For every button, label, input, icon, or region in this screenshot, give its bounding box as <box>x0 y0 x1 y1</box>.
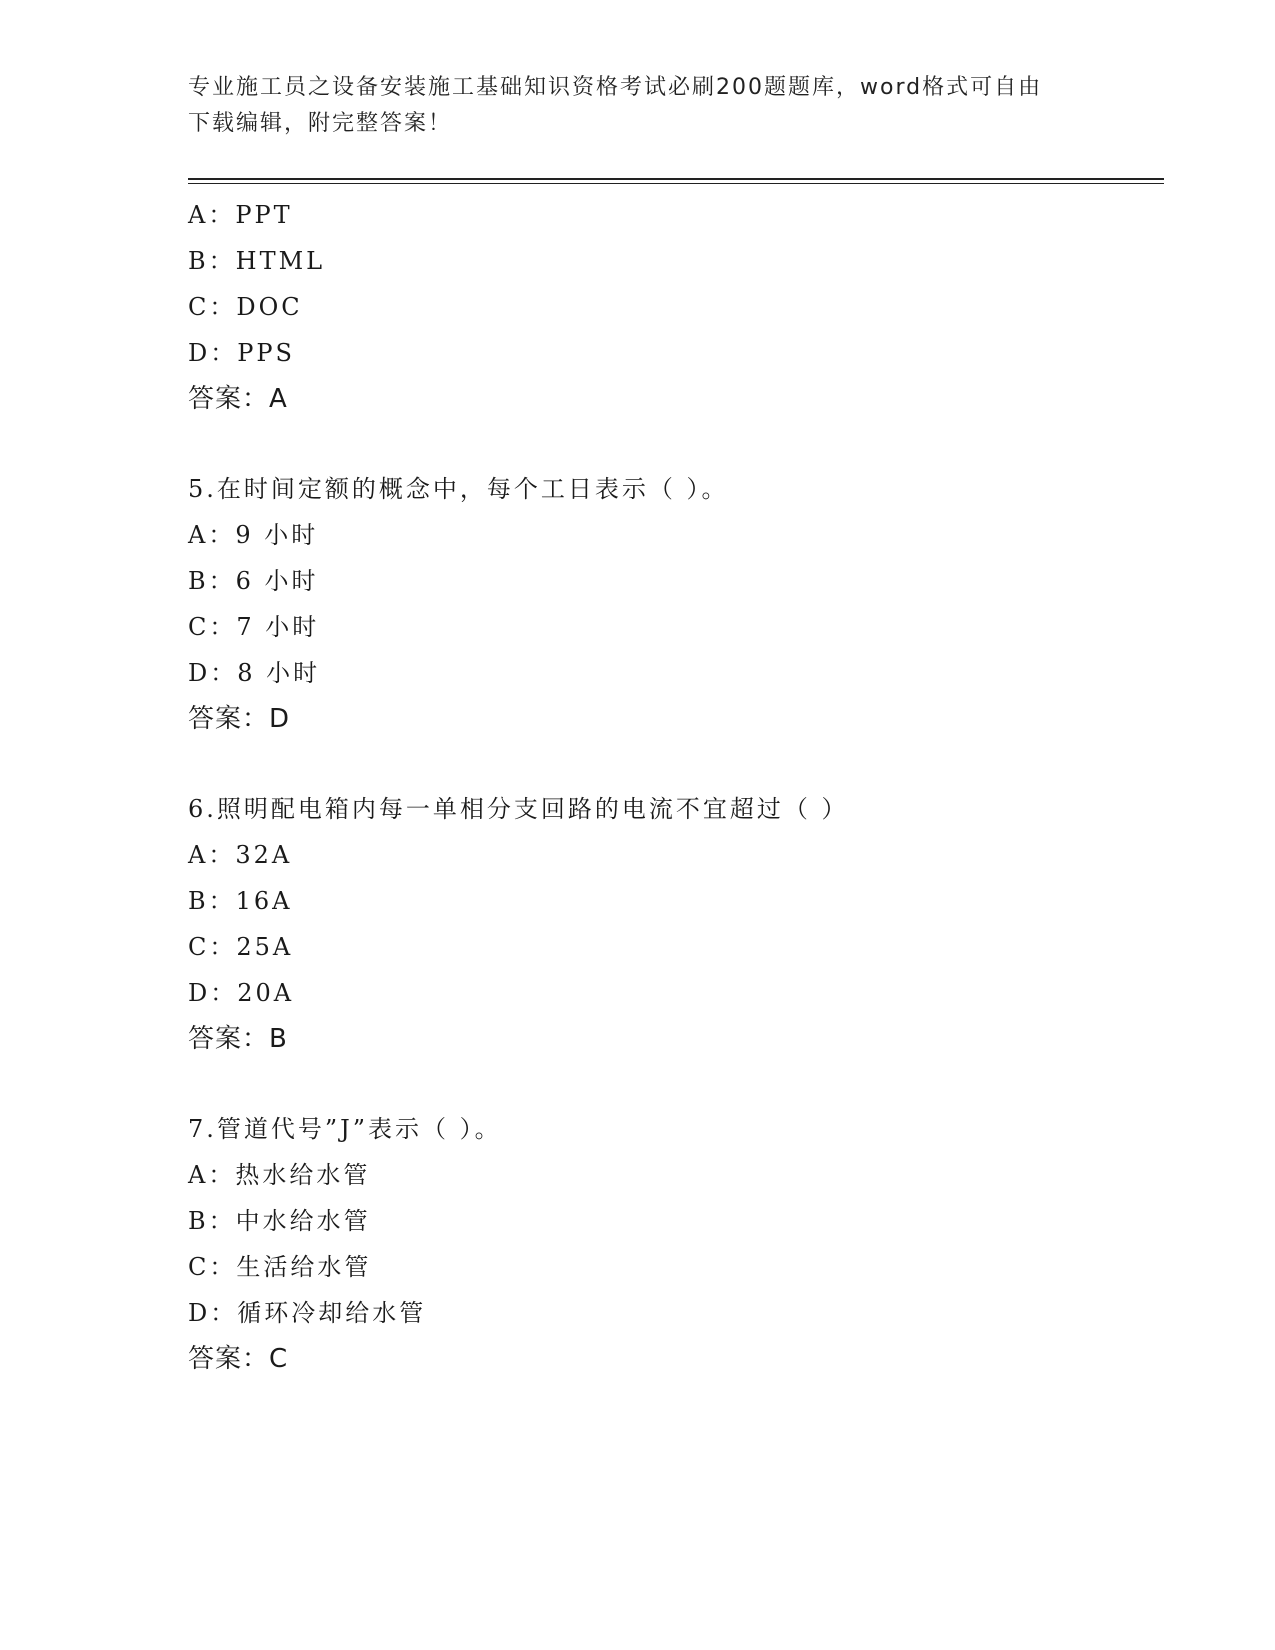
option-c: C：生活给水管 <box>188 1253 372 1281</box>
option-a: A：32A <box>188 841 293 869</box>
option-d: D：循环冷却给水管 <box>188 1299 427 1327</box>
question-block <box>188 466 1164 742</box>
answer-line: 答案：A <box>188 384 288 414</box>
option-d: D：8 小时 <box>188 659 321 687</box>
answer-line: 答案：C <box>188 1344 289 1374</box>
question-block <box>188 1106 1164 1382</box>
document-header <box>188 70 1078 142</box>
option-a: A：9 小时 <box>188 521 319 549</box>
option-c: C：25A <box>188 933 294 961</box>
answer-line: 答案：B <box>188 1024 288 1054</box>
question-text: 7.管道代号”J”表示（ ）。 <box>188 1115 502 1143</box>
question-text: 6.照明配电箱内每一单相分支回路的电流不宜超过（ ） <box>188 795 849 823</box>
option-b: B：中水给水管 <box>188 1207 371 1235</box>
question-block <box>188 192 1164 422</box>
header-divider-thin <box>188 183 1164 184</box>
option-c: C：DOC <box>188 293 303 321</box>
option-a: A：热水给水管 <box>188 1161 371 1189</box>
header-title-line-2: 下载编辑，附完整答案！ <box>188 111 453 136</box>
option-a: A：PPT <box>188 201 293 229</box>
question-text: 5.在时间定额的概念中，每个工日表示（ ）。 <box>188 475 729 503</box>
option-b: B：HTML <box>188 247 326 275</box>
question-list <box>188 192 1164 1382</box>
header-title-line-1: 专业施工员之设备安装施工基础知识资格考试必刷200题题库，word格式可自由 <box>188 75 1043 100</box>
option-c: C：7 小时 <box>188 613 320 641</box>
answer-line: 答案：D <box>188 704 291 734</box>
header-divider-thick <box>188 178 1164 180</box>
question-block <box>188 786 1164 1062</box>
option-b: B：16A <box>188 887 293 915</box>
option-d: D：20A <box>188 979 295 1007</box>
option-d: D：PPS <box>188 339 295 367</box>
option-b: B：6 小时 <box>188 567 319 595</box>
